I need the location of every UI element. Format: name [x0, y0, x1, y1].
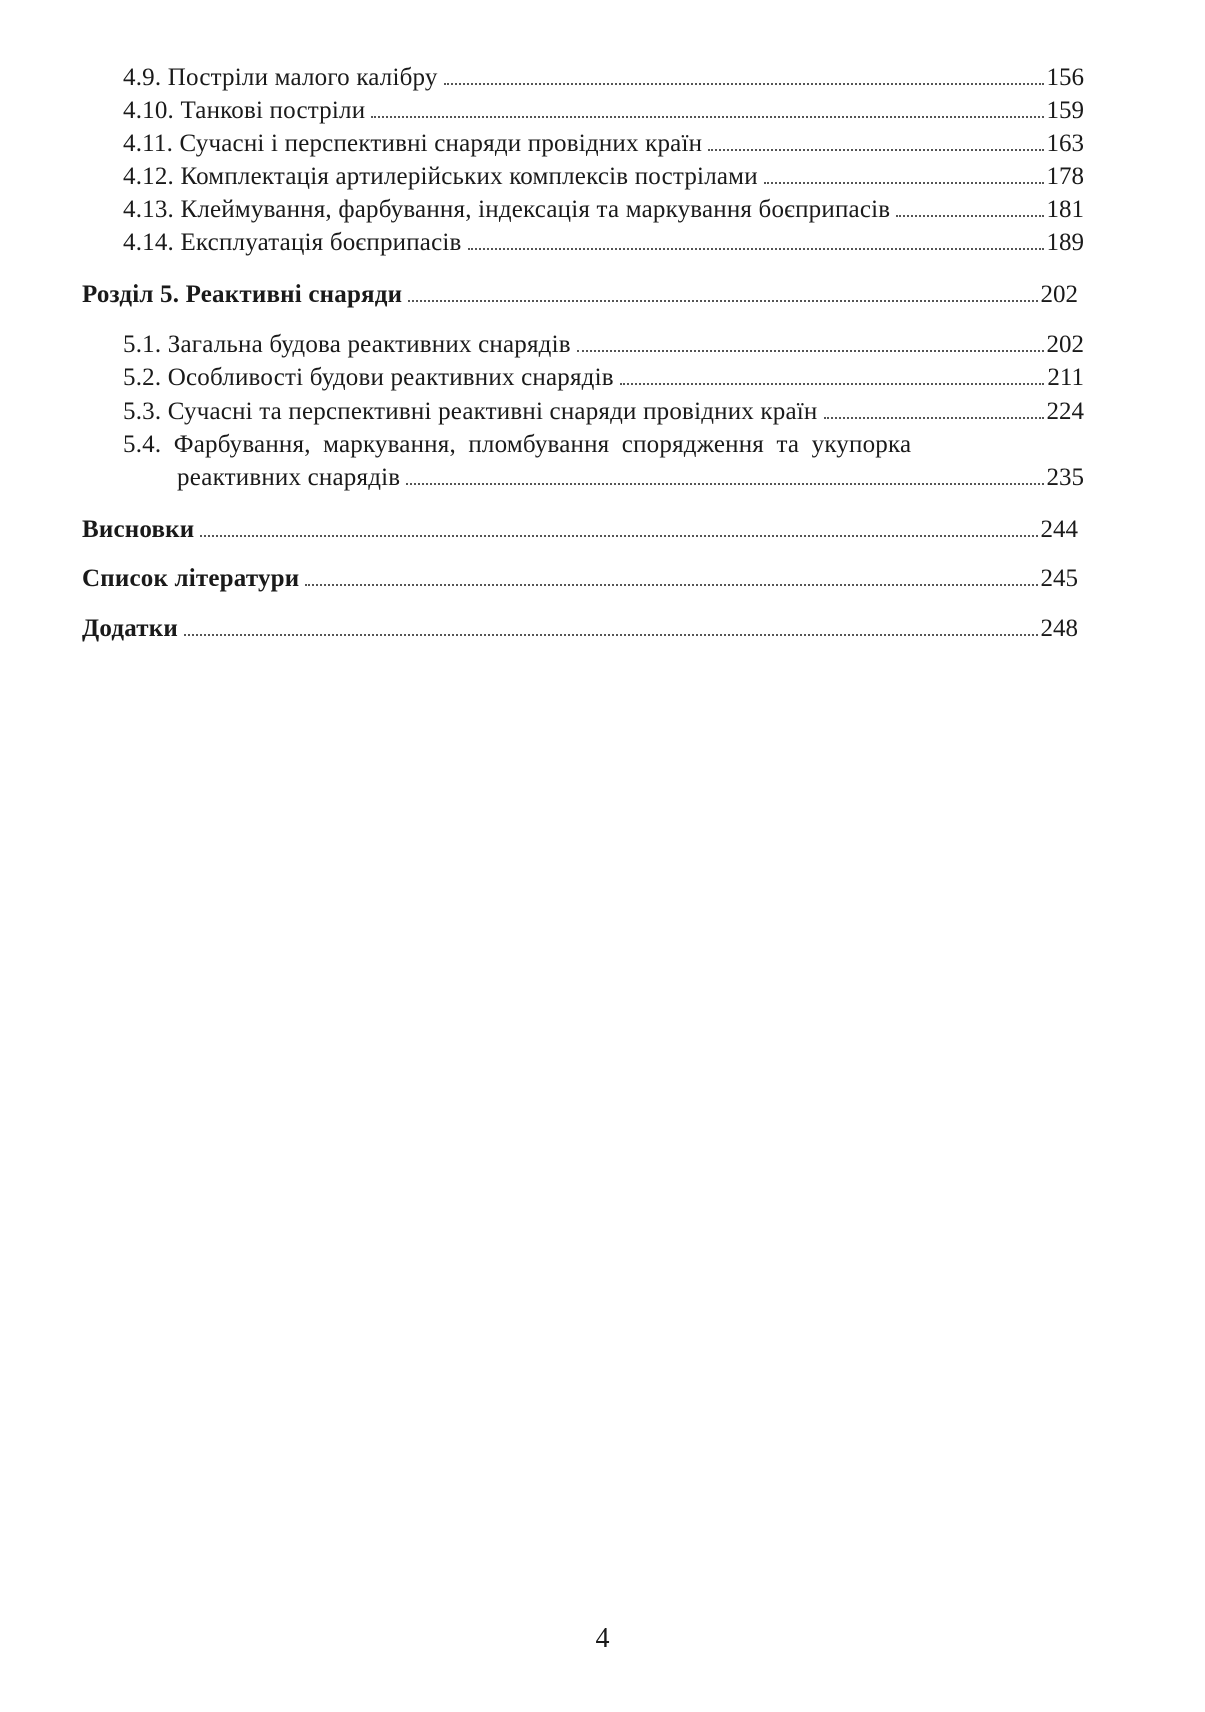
toc-entry-4-10	[123, 95, 1084, 127]
toc-entry-label: 5.1. Загальна будова реактивних снарядів	[123, 331, 571, 358]
toc-entry-page: 235	[1046, 464, 1084, 491]
dot-leader	[764, 181, 1044, 184]
toc-entry-page: 211	[1047, 364, 1084, 391]
toc-entry-4-13	[123, 194, 1084, 226]
toc-entry-label: 4.13. Клеймування, фарбування, індексація та маркування боєприпасів	[123, 196, 891, 223]
toc-section-references	[82, 563, 1078, 595]
toc-entry-page: 178	[1046, 163, 1084, 190]
toc-entry-page: 224	[1046, 398, 1084, 425]
toc-section-conclusions	[82, 514, 1078, 546]
dot-leader	[577, 349, 1044, 352]
toc-entry-page: 156	[1046, 64, 1084, 91]
dot-leader	[200, 534, 1037, 537]
toc-entry-page: 202	[1040, 281, 1078, 308]
toc-entry-5-2	[123, 362, 1084, 394]
dot-leader	[184, 633, 1038, 636]
toc-entry-label: Додатки	[82, 615, 178, 642]
toc-entry-label: Висновки	[82, 516, 195, 543]
toc-entry-5-4-line1	[123, 429, 1084, 461]
dot-leader	[444, 82, 1044, 85]
toc-entry-label: 4.14. Експлуатація боєприпасів	[123, 229, 462, 256]
dot-leader	[468, 247, 1044, 250]
toc-entry-4-9	[123, 62, 1084, 94]
toc-entry-4-11	[123, 128, 1084, 160]
toc-entry-label: 4.12. Комплектація артилерійських комплексів пострілами	[123, 163, 758, 190]
dot-leader	[896, 214, 1043, 217]
toc-entry-4-14	[123, 227, 1084, 259]
toc-entry-label: 5.4. Фарбування, маркування, пломбування спорядження та укупорка	[123, 431, 912, 458]
toc-entry-page: 245	[1040, 565, 1078, 592]
toc-entry-label: 4.10. Танкові постріли	[123, 97, 366, 124]
dot-leader	[824, 416, 1044, 419]
toc-entry-5-4-line2	[177, 462, 1084, 494]
toc-section-5	[82, 279, 1078, 311]
dot-leader	[408, 299, 1037, 302]
toc-entry-page: 189	[1046, 229, 1084, 256]
toc-entry-5-1	[123, 329, 1084, 361]
dot-leader	[708, 148, 1043, 151]
toc-entry-label: 5.2. Особливості будови реактивних снарядів	[123, 364, 614, 391]
toc-entry-5-3	[123, 396, 1084, 428]
toc-entry-label: 4.11. Сучасні і перспективні снаряди провідних країн	[123, 130, 703, 157]
toc-entry-page: 202	[1046, 331, 1084, 358]
toc-entry-4-12	[123, 161, 1084, 193]
toc-entry-label: Список літератури	[82, 565, 300, 592]
toc-entry-label: реактивних снарядів	[177, 464, 401, 491]
dot-leader	[371, 115, 1043, 118]
toc-entry-label: 5.3. Сучасні та перспективні реактивні снаряди провідних країн	[123, 398, 818, 425]
dot-leader	[305, 583, 1037, 586]
toc-section-appendices	[82, 613, 1078, 645]
toc-entry-label: Розділ 5. Реактивні снаряди	[82, 281, 403, 308]
toc-entry-page: 159	[1046, 97, 1084, 124]
toc-entry-page: 248	[1040, 615, 1078, 642]
toc-entry-page: 181	[1046, 196, 1084, 223]
page-number: 4	[595, 1623, 610, 1654]
dot-leader	[406, 482, 1043, 485]
toc-entry-label: 4.9. Постріли малого калібру	[123, 64, 438, 91]
toc-entry-page: 163	[1046, 130, 1084, 157]
dot-leader	[620, 382, 1045, 385]
toc-entry-page: 244	[1040, 516, 1078, 543]
